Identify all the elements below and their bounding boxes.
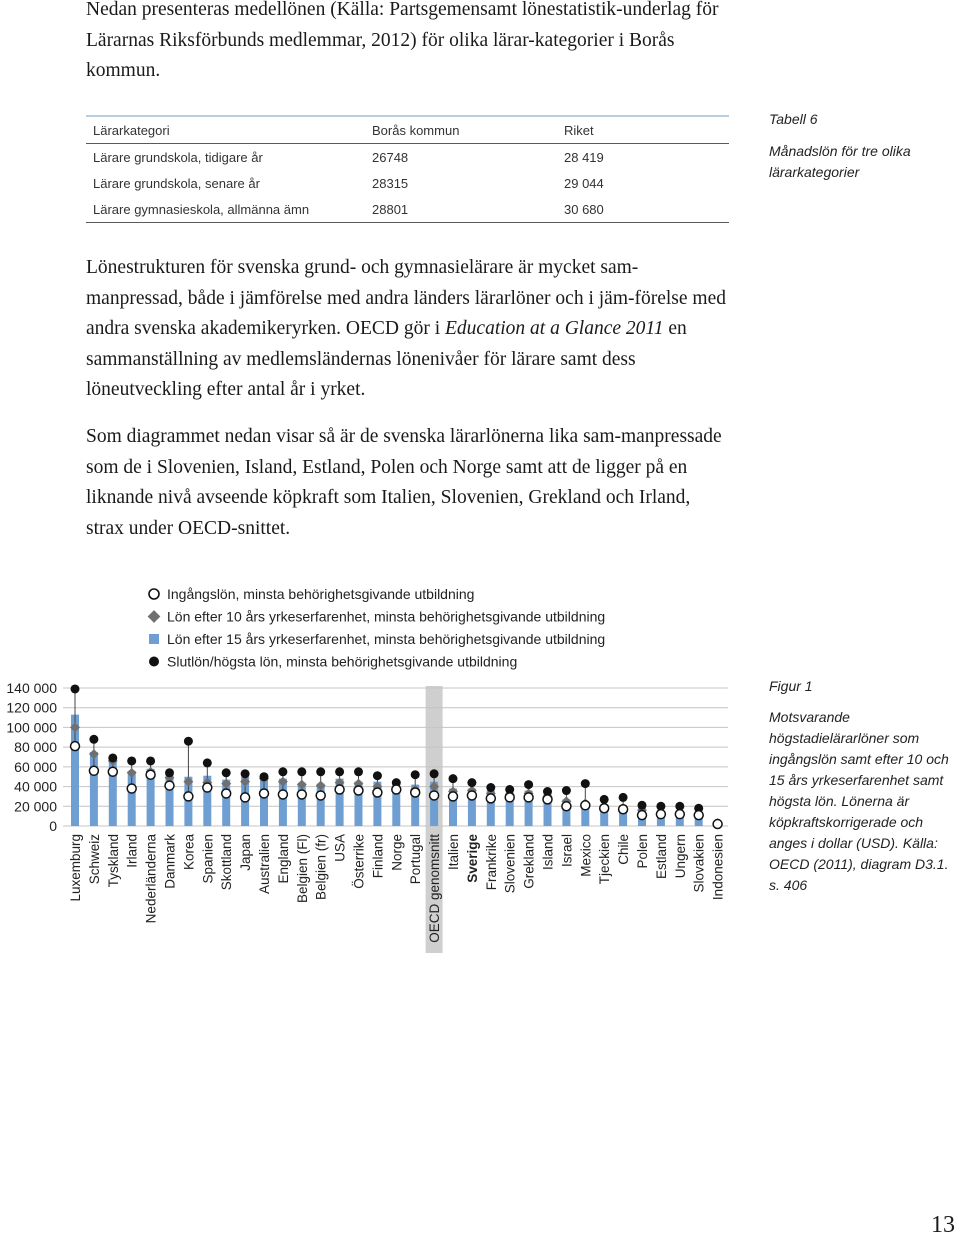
legend-marker-top (149, 657, 159, 667)
point-top (373, 771, 382, 780)
point-entry (656, 810, 665, 819)
x-tick-label: Belgien (fr) (313, 834, 329, 901)
x-tick-label: Skottland (219, 834, 235, 891)
point-entry (411, 788, 420, 797)
x-tick-label: USA (332, 834, 348, 862)
point-entry (694, 811, 703, 820)
x-tick-label: Portugal (408, 834, 424, 885)
legend-label: Slutlön/högsta lön, minsta behörighetsgivande utbildning (167, 653, 518, 670)
point-top (581, 779, 590, 788)
figure-caption-text: Motsvarande högstadielärarlöner som ingångslön samt efter 10 och 15 års yrkeserfarenhet samt högsta lön. Lönerna är köpkraftskorrigerade och anges i dollar (USD). Källa: OECD (2011), diagram D3.1. s. 406 (769, 709, 949, 893)
x-tick-label: Norge (389, 834, 405, 871)
table-cell: 28801 (365, 196, 557, 223)
point-entry (524, 793, 533, 802)
point-top (241, 769, 250, 778)
legend-marker-15yr (149, 634, 159, 644)
point-top (278, 767, 287, 776)
table-cell: Lärare grundskola, senare år (93, 175, 260, 191)
legend-label: Lön efter 15 års yrkeserfarenhet, minsta behörighetsgivande utbildning (167, 631, 606, 647)
table-caption-label: Tabell 6 (769, 111, 818, 127)
point-top (316, 767, 325, 776)
legend-label: Lön efter 10 års yrkeserfarenhet, minsta behörighetsgivande utbildning (167, 608, 606, 625)
point-entry (505, 793, 514, 802)
point-top (600, 795, 609, 804)
point-entry (675, 810, 684, 819)
point-entry (486, 794, 495, 803)
x-tick-label: Ungern (672, 834, 688, 879)
x-tick-label: Israel (559, 834, 575, 868)
y-tick-label: 80 000 (14, 739, 57, 756)
page-number: 13 (931, 1212, 955, 1238)
point-entry (222, 789, 231, 798)
x-tick-label: Polen (635, 834, 650, 869)
point-top (222, 768, 231, 777)
x-tick-label: Estland (653, 834, 669, 880)
point-top (260, 772, 269, 781)
point-top (562, 786, 571, 795)
x-tick-label: Tyskland (105, 834, 121, 888)
legend-label: Ingångslön, minsta behörighetsgivande utbildning (167, 586, 475, 602)
x-tick-label: Italien (446, 834, 461, 871)
x-tick-label: Grekland (521, 834, 537, 889)
point-entry (297, 790, 306, 799)
table-cell: 26748 (372, 149, 409, 165)
point-entry (713, 820, 722, 829)
x-tick-label: Slovenien (502, 834, 518, 894)
point-entry (600, 804, 609, 813)
figure-caption-label: Figur 1 (769, 678, 813, 694)
table-cell: 28315 (372, 175, 409, 191)
table-cell: 28 419 (564, 149, 604, 165)
point-entry (127, 784, 136, 793)
point-top (297, 767, 306, 776)
point-entry (449, 792, 458, 801)
x-tick-label: Sverige (464, 834, 480, 883)
y-tick-label: 140 000 (6, 680, 57, 696)
figure-caption (769, 676, 954, 896)
point-top (524, 780, 533, 789)
table-caption (769, 109, 954, 183)
point-entry (581, 801, 590, 810)
point-entry (354, 786, 363, 795)
point-top (165, 768, 174, 777)
x-tick-label: Danmark (162, 834, 178, 889)
legend-marker-10yr (148, 610, 161, 623)
x-tick-label: Spanien (200, 834, 216, 884)
point-entry (71, 742, 80, 751)
x-tick-label: Indonesien (710, 834, 726, 901)
point-top (638, 801, 647, 810)
table-header: Borås kommun (365, 116, 557, 144)
point-entry (316, 791, 325, 800)
point-entry (165, 781, 174, 790)
y-tick-label: 40 000 (14, 778, 57, 795)
y-tick-label: 60 000 (14, 758, 57, 775)
point-top (430, 769, 439, 778)
x-tick-label: Österrike (351, 834, 367, 889)
y-tick-label: 120 000 (6, 699, 57, 716)
x-tick-label: Schweiz (86, 834, 102, 885)
body-paragraph-2: Som diagrammet nedan visar så är de svenska lärarlönerna lika sam-manpressade som de i Slovenien, Island, Estland, Polen och Norge samt att de ligger på en liknande nivå avseende köpkraft som Italien, Slovenien, Grekland och Irland, strax under OECD-snittet. (86, 426, 722, 539)
table-caption-text: Månadslön för tre olika lärarkategorier (769, 143, 911, 180)
x-tick-label: Korea (181, 834, 197, 871)
point-entry (373, 788, 382, 797)
table-cell: Lärare grundskola, tidigare år (93, 149, 263, 165)
point-entry (638, 811, 647, 820)
point-top (486, 783, 495, 792)
point-entry (108, 767, 117, 776)
salary-table (86, 115, 729, 223)
point-entry (241, 793, 250, 802)
x-tick-label: Frankrike (483, 834, 499, 891)
table-cell: Lärare gymnasieskola, allmänna ämn (86, 196, 365, 223)
y-tick-label: 0 (49, 818, 57, 834)
x-tick-label: OECD genomsnitt (427, 834, 443, 943)
point-entry (203, 783, 212, 792)
point-top (619, 793, 628, 802)
salary-chart (0, 578, 740, 958)
point-top (203, 758, 212, 767)
table-row (86, 170, 729, 196)
publication-title: Education at a Glance 2011 (445, 318, 664, 339)
point-entry (278, 790, 287, 799)
point-top (335, 767, 344, 776)
point-entry (335, 785, 344, 794)
y-tick-label: 100 000 (6, 719, 57, 736)
point-top (146, 756, 155, 765)
x-tick-label: Tjeckien (597, 834, 613, 885)
table-cell: 30 680 (557, 196, 729, 223)
x-tick-label: Australien (257, 834, 272, 895)
table-row (86, 196, 729, 223)
x-tick-label: England (275, 834, 291, 884)
x-tick-label: Chile (616, 834, 632, 865)
point-top (89, 735, 98, 744)
point-top (127, 756, 136, 765)
point-entry (543, 795, 552, 804)
x-tick-label: Japan (238, 834, 254, 871)
point-entry (619, 805, 628, 814)
point-top (354, 767, 363, 776)
paragraph-text: Lönestrukturen för svenska grund- och gymnasielärare är mycket sam-manpressad, både i jämförelse med andra länders lärarlöner och i jäm-förelse med andra svenska akademikeryrken. OECD gör i (86, 257, 726, 339)
point-top (449, 774, 458, 783)
point-top (411, 770, 420, 779)
table-row (86, 144, 729, 171)
point-entry (467, 791, 476, 800)
intro-paragraph: Nedan presenteras medellönen (Källa: Partsgemensamt lönestatistik-underlag för Lärarnas Riksförbunds medlemmar, 2012) för olika lärar-kategorier i Borås kommun. (86, 0, 719, 81)
x-tick-label: Irland (124, 834, 140, 868)
point-top (71, 684, 80, 693)
x-tick-label: Finland (370, 834, 386, 879)
paragraph-text: en sammanställning av medlemsländernas lönenivåer för lärare samt dess löneutveckling efter antal år i yrket. (86, 318, 687, 400)
x-tick-label: Island (540, 834, 556, 871)
point-top (108, 753, 117, 762)
x-tick-label: Slovakien (691, 834, 707, 893)
table-header: Lärarkategori (86, 116, 365, 144)
x-tick-label: Luxemburg (68, 834, 83, 902)
x-tick-label: Nederländerna (143, 834, 159, 924)
point-entry (392, 785, 401, 794)
point-entry (146, 770, 155, 779)
point-top (184, 737, 193, 746)
point-entry (260, 789, 269, 798)
table-header: Riket (557, 116, 729, 144)
x-tick-label: Belgien (Fl) (294, 834, 310, 904)
table-cell: 29 044 (564, 175, 604, 191)
x-tick-label: Mexico (578, 834, 594, 877)
point-entry (562, 802, 571, 811)
table-header-row (86, 116, 729, 144)
point-entry (89, 766, 98, 775)
y-tick-label: 20 000 (14, 798, 57, 815)
point-entry (184, 792, 193, 801)
body-paragraph-1 (86, 253, 732, 406)
point-entry (430, 791, 439, 800)
legend-marker-entry (149, 589, 159, 599)
point-top (467, 778, 476, 787)
